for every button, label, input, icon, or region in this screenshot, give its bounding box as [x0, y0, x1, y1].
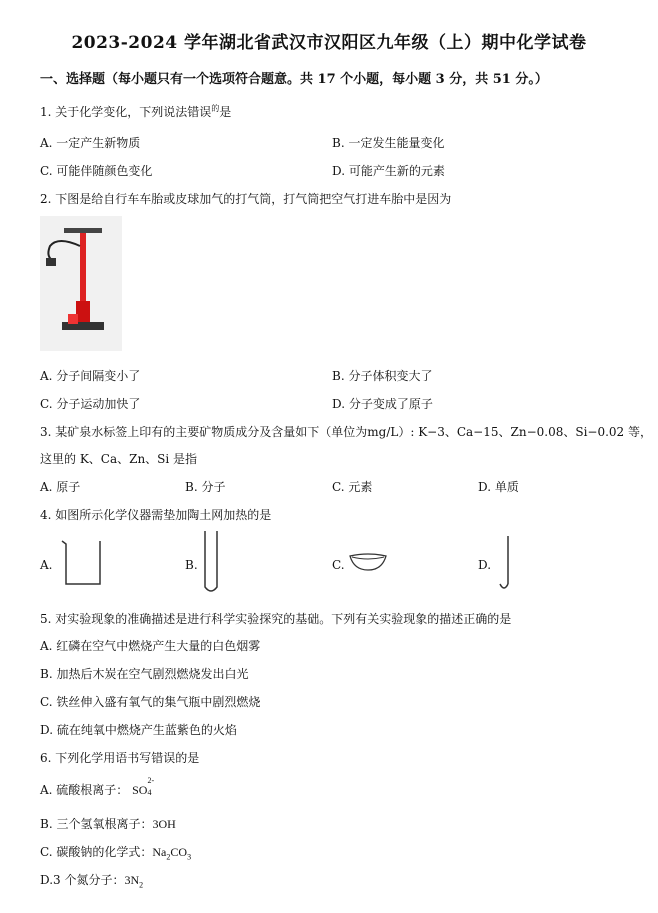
- q6-option-a[interactable]: [40, 776, 157, 798]
- question-3-stem-line1: 3. 某矿泉水标签上印有的主要矿物质成分及含量如下（单位为mg/L）: K−3、Ca−15、Zn−0.08、Si−0.02 等，: [40, 425, 652, 439]
- q3-option-d[interactable]: D. 单质: [478, 480, 519, 494]
- q6-option-c[interactable]: [40, 843, 191, 861]
- q6-c-formula: [152, 845, 192, 862]
- combustion-spoon-icon: [496, 534, 516, 594]
- q6-a-symbol: SO: [132, 783, 148, 797]
- q5-option-c[interactable]: C. 铁丝伸入盛有氧气的集气瓶中剧烈燃烧: [40, 695, 261, 709]
- q6-c-label: C. 碳酸钠的化学式：: [40, 845, 153, 859]
- q2-option-d[interactable]: D. 分子变成了原子: [332, 397, 433, 411]
- q1-stem-text: 1. 关于化学变化，下列说法错误: [40, 105, 212, 119]
- q3-option-a[interactable]: A. 原子: [40, 480, 81, 494]
- beaker-icon: [60, 538, 104, 588]
- q6-d-sub: 2: [139, 880, 144, 890]
- q6-option-d[interactable]: [40, 871, 143, 889]
- q2-option-c[interactable]: C. 分子运动加快了: [40, 397, 141, 411]
- question-2-stem: 2. 下图是给自行车车胎或皮球加气的打气筒，打气筒把空气打进车胎中是因为: [40, 192, 452, 206]
- q6-c-sub-1: 2: [166, 852, 171, 862]
- q4-option-a[interactable]: A.: [40, 558, 53, 572]
- question-3-stem-line2: 这里的 K、Ca、Zn、Si 是指: [40, 452, 198, 466]
- q6-a-label: A. 硫酸根离子：: [40, 783, 129, 797]
- bicycle-pump-image: [40, 216, 122, 351]
- q4-option-c[interactable]: C.: [332, 558, 345, 572]
- q1-stem-superscript: 的: [211, 104, 220, 113]
- q1-option-a[interactable]: A. 一定产生新物质: [40, 136, 141, 150]
- q4-option-b[interactable]: B.: [185, 558, 198, 572]
- q6-a-subscript: 4: [147, 788, 152, 797]
- q5-option-b[interactable]: B. 加热后木炭在空气剧烈燃烧发出白光: [40, 667, 249, 681]
- question-5-stem: 5. 对实验现象的准确描述是进行科学实验探究的基础。下列有关实验现象的描述正确的是: [40, 612, 512, 626]
- evaporating-dish-icon: [348, 552, 388, 572]
- q6-c-sub-2: 3: [187, 852, 192, 862]
- q1-stem-end: 是: [219, 105, 232, 119]
- q6-a-formula: [132, 776, 157, 797]
- q6-option-b[interactable]: [40, 815, 176, 832]
- q6-b-label: B. 三个氢氧根离子：: [40, 817, 153, 831]
- page-title: 2023-2024 学年湖北省武汉市汉阳区九年级（上）期中化学试卷: [71, 33, 587, 53]
- q2-option-a[interactable]: A. 分子间隔变小了: [40, 369, 141, 383]
- question-1-stem: [40, 103, 231, 120]
- q6-a-charge: 2-: [147, 776, 155, 785]
- test-tube-icon: [202, 530, 220, 596]
- q1-option-c[interactable]: C. 可能伴随颜色变化: [40, 164, 153, 178]
- q3-option-c[interactable]: C. 元素: [332, 480, 373, 494]
- q5-option-a[interactable]: A. 红磷在空气中燃烧产生大量的白色烟雾: [40, 639, 261, 653]
- q1-option-d[interactable]: D. 可能产生新的元素: [332, 164, 445, 178]
- question-4-stem: 4. 如图所示化学仪器需垫加陶土网加热的是: [40, 508, 272, 522]
- q6-c-symbol-co: CO: [170, 845, 188, 859]
- q5-option-d[interactable]: D. 硫在纯氧中燃烧产生蓝紫色的火焰: [40, 723, 237, 737]
- q6-c-symbol-na: Na: [152, 845, 167, 859]
- section-heading: 一、选择题（每小题只有一个选项符合题意。共 17 个小题，每小题 3 分，共 51 分。）: [40, 72, 548, 87]
- q1-option-b[interactable]: B. 一定发生能量变化: [332, 136, 445, 150]
- q3-option-b[interactable]: B. 分子: [185, 480, 226, 494]
- q6-b-formula: 3OH: [152, 817, 176, 831]
- q6-d-formula: [124, 873, 144, 890]
- q6-d-symbol: 3N: [124, 873, 140, 887]
- q6-d-label: D.3 个氮分子：: [40, 873, 125, 887]
- q2-option-b[interactable]: B. 分子体积变大了: [332, 369, 433, 383]
- q4-option-d[interactable]: D.: [478, 558, 492, 572]
- question-6-stem: 6. 下列化学用语书写错误的是: [40, 751, 200, 765]
